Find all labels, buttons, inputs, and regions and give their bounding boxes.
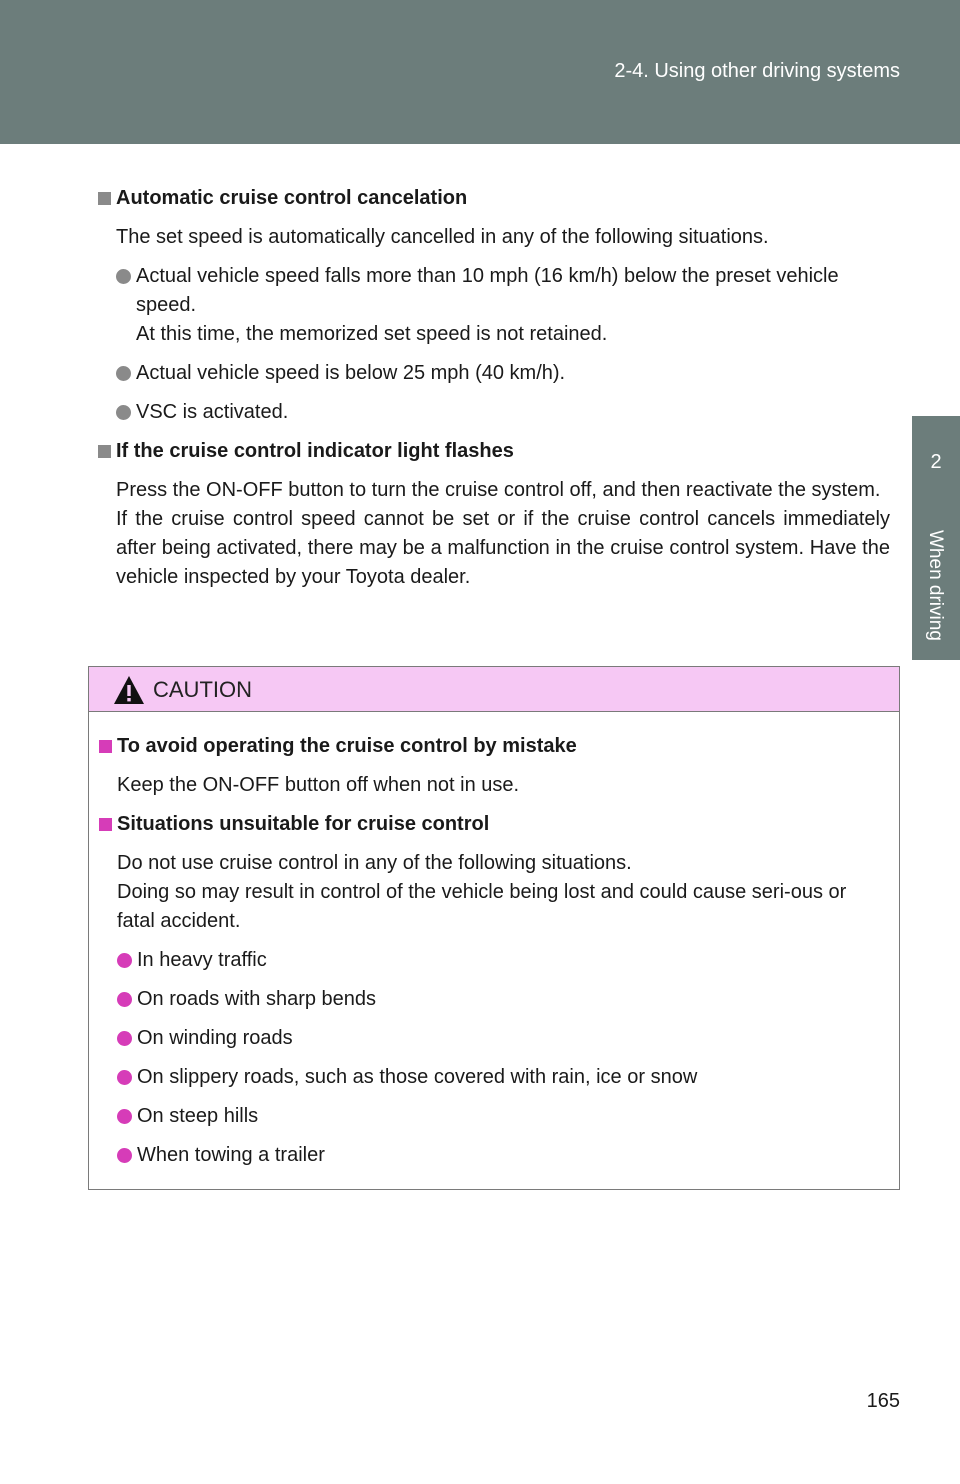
list-item: On winding roads	[117, 1024, 883, 1053]
section-heading: Automatic cruise control cancelation	[96, 184, 890, 213]
caution-body	[89, 712, 899, 1170]
paragraph: Press the ON-OFF button to turn the cruise control off, and then reactivate the system.	[116, 479, 881, 501]
caution-title: CAUTION	[153, 677, 252, 702]
square-bullet-icon	[99, 818, 112, 831]
caution-header	[89, 667, 899, 712]
caution-box	[88, 666, 900, 1190]
list-item: VSC is activated.	[116, 398, 890, 427]
list-item: Actual vehicle speed falls more than 10 mph (16 km/h) below the preset vehicle speed. At this time, the memorized set speed is not retained.	[116, 262, 890, 349]
circle-bullet-icon	[116, 269, 131, 284]
circle-bullet-icon	[116, 366, 131, 381]
chapter-tab-number: 2	[912, 416, 960, 518]
square-bullet-icon	[98, 445, 111, 458]
chapter-tab-label: When driving	[925, 530, 946, 641]
warning-triangle-icon	[113, 675, 145, 705]
circle-bullet-icon	[117, 953, 132, 968]
caution-heading: To avoid operating the cruise control by mistake	[97, 732, 883, 761]
circle-bullet-icon	[117, 992, 132, 1007]
circle-bullet-icon	[117, 1031, 132, 1046]
paragraph: Keep the ON-OFF button off when not in use.	[117, 774, 520, 796]
section-title: 2-4. Using other driving systems	[614, 60, 900, 82]
list-item: Actual vehicle speed is below 25 mph (40 km/h).	[116, 359, 890, 388]
caution-heading: Situations unsuitable for cruise control	[97, 810, 883, 839]
circle-bullet-icon	[117, 1070, 132, 1085]
paragraph: If the cruise control speed cannot be set or if the cruise control cancels immediately after being activated, there may be a malfunction in the cruise control system. Have the vehicle inspected by your Toyota dealer.	[116, 508, 890, 588]
paragraph: Doing so may result in control of the vehicle being lost and could cause seri-ous or fatal accident.	[117, 881, 847, 932]
circle-bullet-icon	[116, 405, 131, 420]
square-bullet-icon	[98, 192, 111, 205]
page-header	[0, 0, 960, 144]
section-heading: If the cruise control indicator light flashes	[96, 437, 890, 466]
square-bullet-icon	[99, 740, 112, 753]
circle-bullet-icon	[117, 1148, 132, 1163]
circle-bullet-icon	[117, 1109, 132, 1124]
list-item: On roads with sharp bends	[117, 985, 883, 1014]
list-item: On steep hills	[117, 1102, 883, 1131]
list-item: In heavy traffic	[117, 946, 883, 975]
paragraph: Do not use cruise control in any of the following situations.	[117, 852, 632, 874]
paragraph: The set speed is automatically cancelled in any of the following situations.	[116, 226, 769, 248]
page-number: 165	[866, 1390, 900, 1412]
list-item: On slippery roads, such as those covered with rain, ice or snow	[117, 1063, 883, 1092]
main-content	[96, 184, 890, 602]
list-item: When towing a trailer	[117, 1141, 883, 1170]
